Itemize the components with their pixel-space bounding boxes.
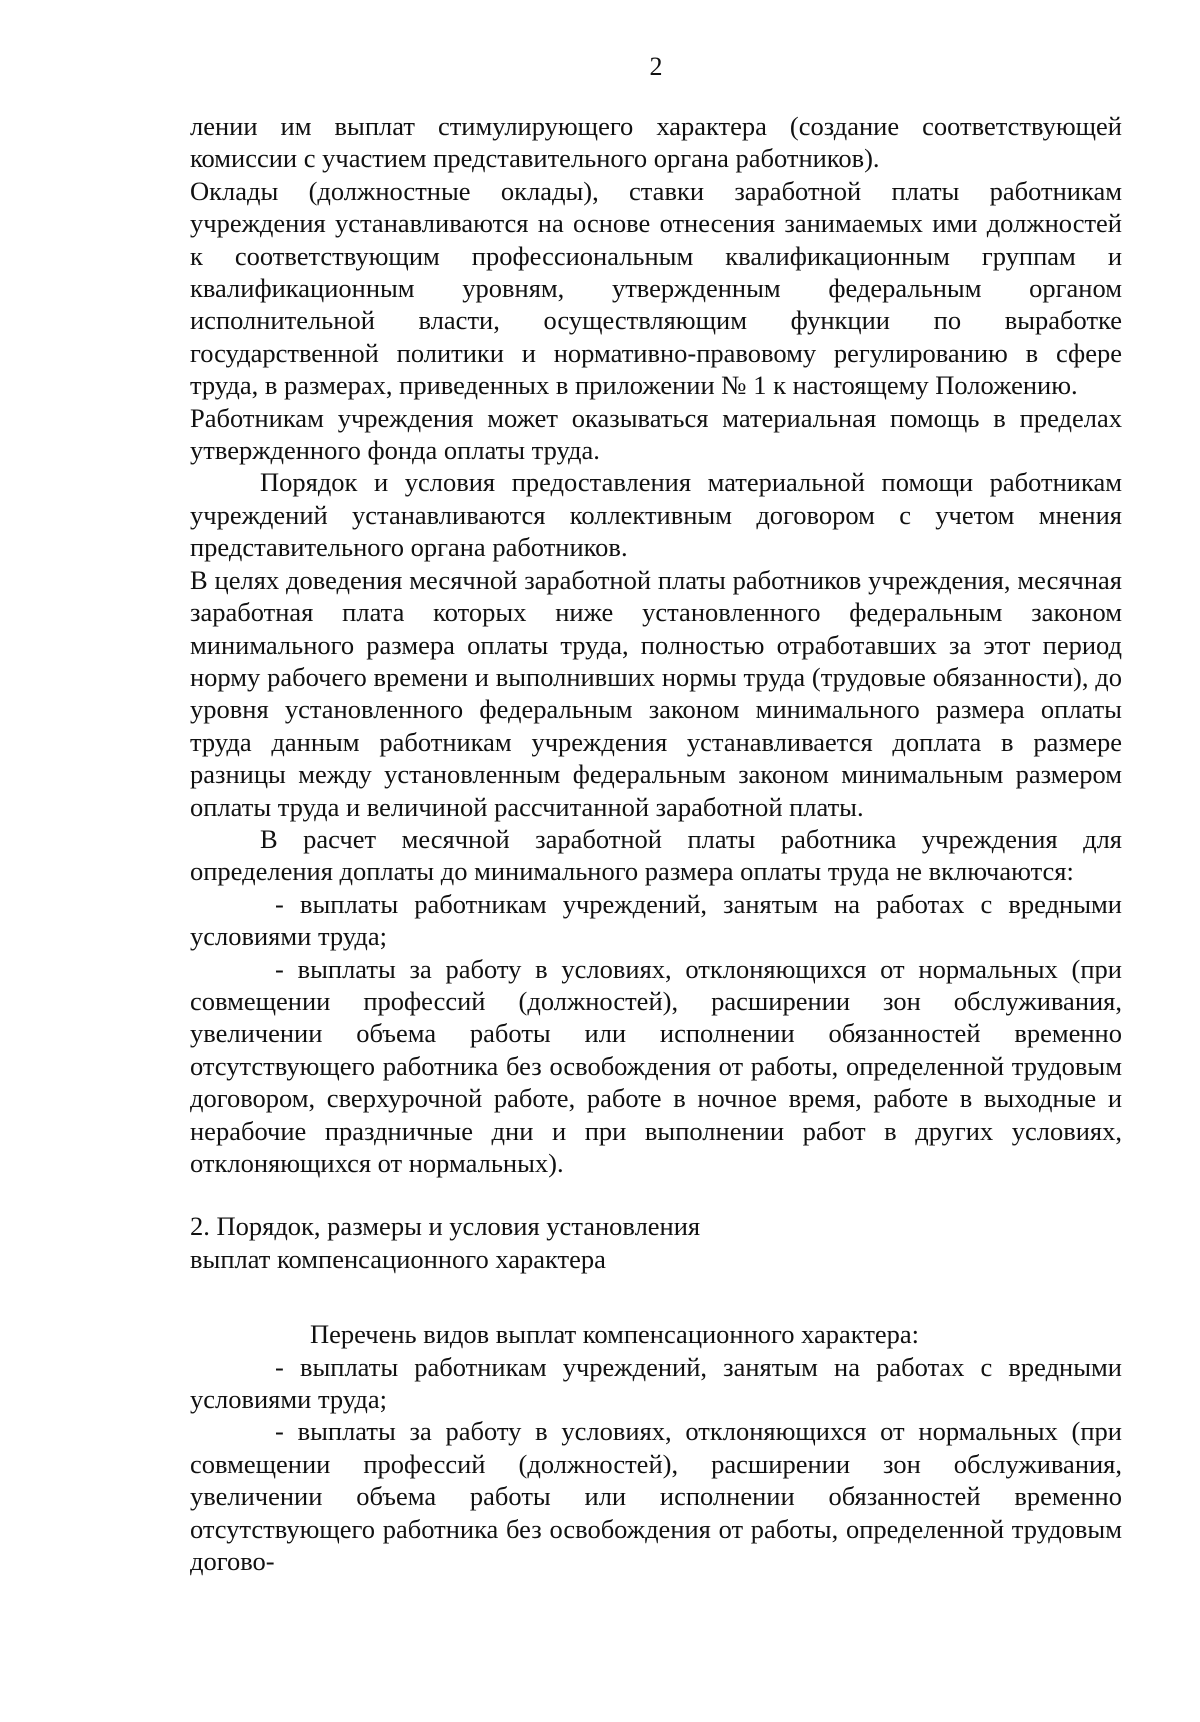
compensation-item-abnormal: - выплаты за работу в условиях, отклоняющихся от нормальных (при совмещении профессий (должностей), расширении зон обслуживания, увеличении объема работы или исполнении обязанностей временно отсутствующего работника без освобождения от работы, определенной трудовым догово- [190,1416,1122,1577]
paragraph-minimum-wage: В целях доведения месячной заработной платы работников учреждения, месячная заработная плата которых ниже установленного федеральным законом минимального размера оплаты труда, полностью отработавших за этот период норму рабочего времени и выполнивших нормы труда (трудовые обязанности), до уровня установленного федеральным законом минимального размера оплаты труда данным работникам учреждения устанавливается доплата в размере разницы между установленным федеральным законом минимальным размером оплаты труда и величиной рассчитанной заработной платы. [190,564,1122,822]
compensation-list-intro: Перечень видов выплат компенсационного характера: [310,1319,920,1350]
paragraph-continuation: лении им выплат стимулирующего характера (создание соответствующей комиссии с участием представительного органа работников). [190,111,1122,174]
paragraph-calculation: В расчет месячной заработной платы работника учреждения для определения доплаты до минимального размера оплаты труда не включаются: [190,823,1122,887]
paragraph-material-aid: Работникам учреждения может оказываться материальная помощь в пределах утвержденного фонда оплаты труда. [190,402,1122,466]
compensation-item-harmful: - выплаты работникам учреждений, занятым на работах с вредными условиями труда; [190,1351,1122,1415]
page-number: 2 [649,52,663,81]
list-item-abnormal-conditions: - выплаты за работу в условиях, отклоняющихся от нормальных (при совмещении профессий (должностей), расширении зон обслуживания, увеличении объема работы или исполнении обязанностей временно отсутствующего работника без освобождения от работы, определенной трудовым договором, сверхурочной работе, работе в ночное время, работе в выходные и нерабочие праздничные дни и при выполнении работ в других условиях, отклоняющихся от нормальных). [190,953,1122,1178]
paragraph-salaries: Оклады (должностные оклады), ставки заработной платы работникам учреждения устанавливаются на основе отнесения занимаемых ими должностей к соответствующим профессиональным квалификационным группам и квалификационным уровням, утвержденным федеральным органом исполнительной власти, осуществляющим функции по выработке государственной политики и нормативно-правовому регулированию в сфере труда, в размерах, приведенных в приложении № 1 к настоящему Положению. [190,175,1122,401]
document-body [190,110,1122,1577]
section-heading-line-1: 2. Порядок, размеры и условия установления [190,1211,701,1242]
paragraph-aid-procedure: Порядок и условия предоставления материальной помощи работникам учреждений устанавливаются коллективным договором с учетом мнения представительного органа работников. [190,467,1122,563]
list-item-harmful-conditions: - выплаты работникам учреждений, занятым на работах с вредными условиями труда; [190,888,1122,952]
section-heading-line-2: выплат компенсационного характера [190,1243,606,1274]
section-heading [190,1210,1122,1275]
